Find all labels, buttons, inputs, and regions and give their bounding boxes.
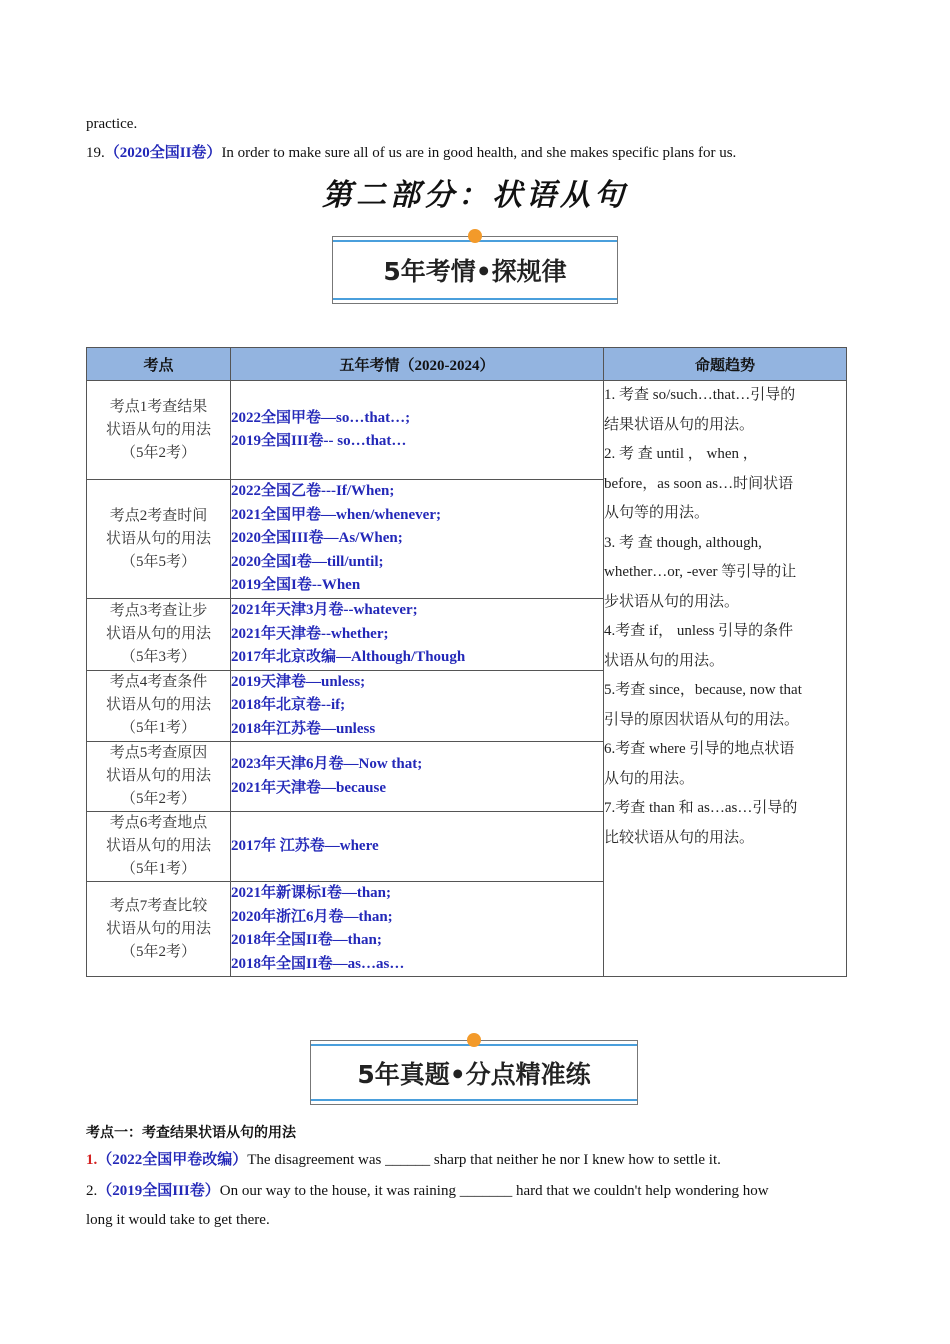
table-row <box>87 381 847 480</box>
part-title: 第二部分：状语从句 <box>322 178 628 213</box>
section-heading: 考点一：考查结果状语从句的用法 <box>86 1125 296 1141</box>
question-source: （2022全国甲卷改编） <box>97 1152 248 1168</box>
header-point: 考点 <box>87 348 231 381</box>
question-source: （2019全国III卷） <box>97 1183 220 1199</box>
question-number: 2. <box>86 1183 98 1199</box>
banner-title: 5年考情•探规律 <box>383 257 567 286</box>
point-cell: 考点3考查让步 状语从句的用法 （5年3考） <box>87 599 231 671</box>
point-cell: 考点2考查时间 状语从句的用法 （5年5考） <box>87 480 231 599</box>
header-exams: 五年考情（2020-2024） <box>231 348 604 381</box>
exams-cell: 2022全国乙卷---If/When; 2021全国甲卷—when/whenever; 2020全国III卷—As/When; 2020全国I卷—till/until; 2019全国I卷--When <box>231 480 604 599</box>
point-cell: 考点6考查地点 状语从句的用法 （5年1考） <box>87 812 231 882</box>
question-text: On our way to the house, it was raining _______ hard that we couldn't help wondering how <box>219 1183 769 1199</box>
question-number: 1. <box>86 1152 98 1168</box>
question-number: 19. <box>86 145 105 161</box>
question-source: （2020全国II卷） <box>104 145 222 161</box>
exams-cell: 2023年天津6月卷—Now that; 2021年天津卷—because <box>231 742 604 812</box>
exams-cell: 2017年 江苏卷—where <box>231 812 604 882</box>
header-trend: 命题趋势 <box>604 348 847 381</box>
banner-practice <box>310 1040 638 1105</box>
point-cell: 考点4考查条件 状语从句的用法 （5年1考） <box>87 670 231 742</box>
point-cell: 考点1考查结果 状语从句的用法 （5年2考） <box>87 381 231 480</box>
question-text: The disagreement was ______ sharp that neither he nor I knew how to settle it. <box>247 1152 721 1168</box>
question-2-continued: long it would take to get there. <box>86 1212 270 1228</box>
exams-cell: 2021年天津3月卷--whatever; 2021年天津卷--whether; 2017年北京改编—Although/Though <box>231 599 604 671</box>
question-1 <box>86 1150 721 1170</box>
exams-cell: 2019天津卷—unless; 2018年北京卷--if; 2018年江苏卷—unless <box>231 670 604 742</box>
point-cell: 考点5考查原因 状语从句的用法 （5年2考） <box>87 742 231 812</box>
trend-cell: 1. 考查 so/such…that…引导的 结果状语从句的用法。 2. 考 查 until ， when ， before，as soon as…时间状语 从句等的用法。 3. 考 查 though, although, whether…or, -ever 等引导的让 步状语从句的用法。 4.考查 if， unless 引导的条件 状语从句的用法。 5.考查 since，because, now that 引导的原因状语从句的用法。 6.考查 where 引导的地点状语 从句的用法。 7.考查 than 和 as…as…引导的 比较状语从句的用法。 <box>604 381 847 977</box>
continued-text: practice. <box>86 116 138 132</box>
question-2 <box>86 1181 769 1201</box>
banner-trend <box>332 236 618 304</box>
exams-cell: 2022全国甲卷—so…that…; 2019全国III卷-- so…that… <box>231 381 604 480</box>
banner-title: 5年真题•分点精准练 <box>357 1059 591 1089</box>
question-19 <box>86 143 736 163</box>
table-header-row <box>87 348 847 381</box>
exams-cell: 2021年新课标I卷—than; 2020年浙江6月卷—than; 2018年全国II卷—than; 2018年全国II卷—as…as… <box>231 882 604 977</box>
exam-analysis-table <box>86 347 847 977</box>
point-cell: 考点7考查比较 状语从句的用法 （5年2考） <box>87 882 231 977</box>
question-text: In order to make sure all of us are in good health, and she makes specific plans for us. <box>221 145 737 161</box>
